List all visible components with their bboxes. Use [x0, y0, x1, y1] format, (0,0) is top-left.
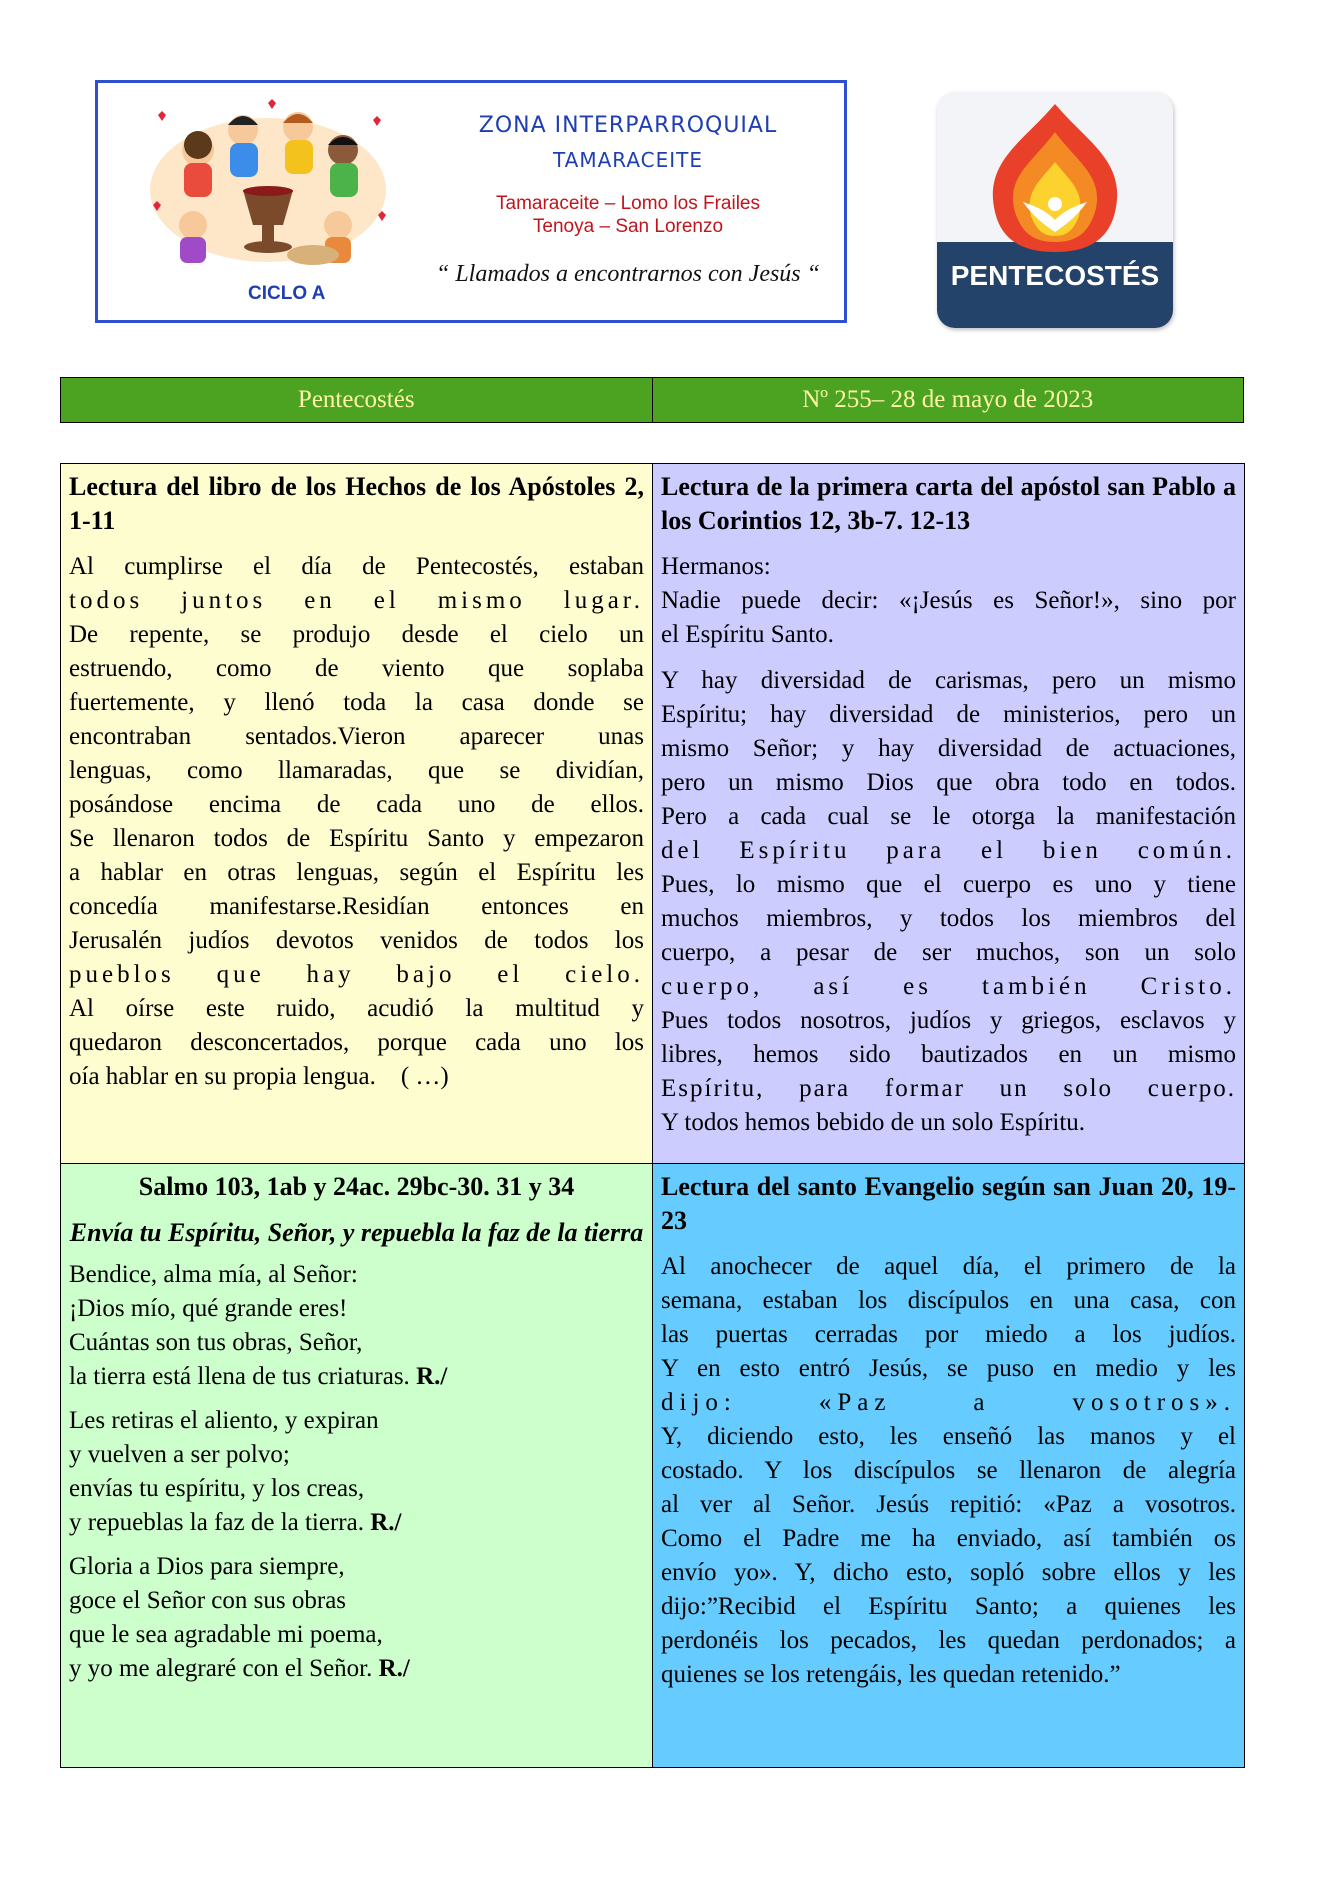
second-reading-title: Lectura de la primera carta del apóstol san Pablo a los Corintios 12, 3b-7. 12-13 — [661, 472, 1236, 535]
text-line: libres, hemos sido bautizados en un mismo — [661, 1041, 1236, 1068]
parishes-line-2: Tenoya – San Lorenzo — [532, 216, 724, 237]
text-line: pero un mismo Dios que obra todo en todos. — [661, 769, 1236, 796]
verse-line — [69, 1360, 644, 1394]
gospel-title: Lectura del santo Evangelio según san Juan 20, 19-23 — [661, 1172, 1236, 1235]
text-line: Se llenaron todos de Espíritu Santo y empezaron — [69, 825, 644, 852]
verse-line: Gloria a Dios para siempre, — [69, 1553, 345, 1580]
parish-header-box — [95, 80, 847, 323]
parishes-line-1: Tamaraceite – Lomo los Frailes — [496, 193, 760, 214]
verse-text: y yo me alegraré con el Señor. — [69, 1655, 373, 1682]
text-line: al ver al Señor. Jesús repitió: «Paz a vosotros. — [661, 1491, 1236, 1518]
verse-line: ¡Dios mío, qué grande eres! — [69, 1295, 348, 1322]
text-line: Y, diciendo esto, les enseñó las manos y el — [661, 1423, 1236, 1450]
issue-banner — [60, 377, 1244, 423]
text-line: semana, estaban los discípulos en una casa, con — [661, 1287, 1236, 1314]
verse-line: Les retiras el aliento, y expiran — [69, 1407, 379, 1434]
text-line: a hablar en otras lenguas, según el Espíritu les — [69, 859, 644, 886]
community-illustration — [138, 95, 398, 275]
tamaraceite-title: TAMARACEITE — [552, 148, 704, 172]
text-line: Y en esto entró Jesús, se puso en medio y les — [661, 1355, 1236, 1382]
verse-line: Cuántas son tus obras, Señor, — [69, 1329, 363, 1356]
verse-line: goce el Señor con sus obras — [69, 1587, 347, 1614]
text-line: posándose encima de cada uno de ellos. — [69, 791, 644, 818]
text-line: quedaron desconcertados, porque cada uno los — [69, 1029, 644, 1056]
text-line: Al oírse este ruido, acudió la multitud y — [69, 995, 644, 1022]
first-reading-text — [69, 550, 644, 1094]
text-line: oía hablar en su propia lengua. ( …) — [69, 1063, 449, 1090]
text-line: Pero a cada cual se le otorga la manifestación — [661, 803, 1236, 830]
readings-grid — [60, 463, 1245, 1768]
text-line: Al anochecer de aquel día, el primero de la — [661, 1253, 1236, 1280]
text-line: pueblos que hay bajo el cielo. — [69, 961, 644, 988]
first-reading — [61, 464, 653, 1164]
text-line: Nadie puede decir: «¡Jesús es Señor!», sino por — [661, 587, 1236, 614]
text-line: Al cumplirse el día de Pentecostés, estaban — [69, 553, 644, 580]
text-line: las puertas cerradas por miedo a los judíos. — [661, 1321, 1236, 1348]
motto: “ Llamados a encontrarnos con Jesús “ — [435, 261, 820, 287]
verse-text: y repueblas la faz de la tierra. — [69, 1509, 364, 1536]
text-line: estruendo, como de viento que soplaba — [69, 655, 644, 682]
text-line: Jerusalén judíos devotos venidos de todos los — [69, 927, 644, 954]
psalm-response: Envía tu Espíritu, Señor, y repuebla la faz de la tierra — [69, 1218, 644, 1247]
pentecost-logo — [937, 92, 1173, 328]
text-line: costado. Y los discípulos se llenaron de alegría — [661, 1457, 1236, 1484]
psalm-title: Salmo 103, 1ab y 24ac. 29bc-30. 31 y 34 — [138, 1172, 575, 1201]
response-mark: R./ — [370, 1509, 402, 1536]
verse-line: Bendice, alma mía, al Señor: — [69, 1261, 358, 1288]
logo-text: PENTECOSTÉS — [950, 260, 1160, 291]
holy-spirit-flame-icon — [937, 92, 1173, 328]
text-line: lenguas, como llamaradas, que se dividían, — [69, 757, 644, 784]
psalm-stanza-1 — [69, 1258, 644, 1394]
text-line: dijo: «Paz a vosotros». — [661, 1389, 1236, 1416]
zona-title: ZONA INTERPARROQUIAL — [478, 113, 778, 138]
text-line: envío yo». Y, dicho esto, sopló sobre ellos y les — [661, 1559, 1236, 1586]
verse-line: que le sea agradable mi poema, — [69, 1621, 383, 1648]
text-line: cuerpo, a pesar de ser muchos, son un solo — [661, 939, 1236, 966]
verse-line — [69, 1506, 644, 1540]
verse-text: la tierra está llena de tus criaturas. — [69, 1363, 410, 1390]
text-line: todos juntos en el mismo lugar. — [69, 587, 644, 614]
ciclo-label: CICLO A — [248, 283, 326, 304]
verse-line: envías tu espíritu, y los creas, — [69, 1475, 365, 1502]
text-line: dijo:”Recibid el Espíritu Santo; a quienes les — [661, 1593, 1236, 1620]
text-line: quienes se los retengáis, les quedan retenido.” — [661, 1661, 1121, 1688]
second-reading — [653, 464, 1244, 1164]
gospel-reading — [653, 1164, 1244, 1767]
text-line: muchos miembros, y todos los miembros del — [661, 905, 1236, 932]
response-mark: R./ — [416, 1363, 448, 1390]
issue-number-date: Nº 255– 28 de mayo de 2023 — [802, 386, 1094, 413]
text-line: concedía manifestarse.Residían entonces en — [69, 893, 644, 920]
text-line: fuertemente, y llenó toda la casa donde se — [69, 689, 644, 716]
text-line: Pues, lo mismo que el cuerpo es uno y tiene — [661, 871, 1236, 898]
text-line: perdonéis los pecados, les quedan perdonados; a — [661, 1627, 1236, 1654]
verse-line — [69, 1652, 644, 1686]
text-line: Y todos hemos bebido de un solo Espíritu. — [661, 1109, 1086, 1136]
text-line: Pues todos nosotros, judíos y griegos, esclavos y — [661, 1007, 1236, 1034]
psalm-stanza-2 — [69, 1404, 644, 1540]
response-mark: R./ — [378, 1655, 410, 1682]
responsorial-psalm — [61, 1164, 653, 1767]
verse-line: y vuelven a ser polvo; — [69, 1441, 290, 1468]
text-line: el Espíritu Santo. — [661, 621, 834, 648]
text-line: cuerpo, así es también Cristo. — [661, 973, 1236, 1000]
greeting: Hermanos: — [661, 553, 771, 580]
psalm-stanza-3 — [69, 1550, 644, 1686]
text-line: Espíritu, para formar un solo cuerpo. — [661, 1075, 1236, 1102]
text-line: Y hay diversidad de carismas, pero un mismo — [661, 667, 1236, 694]
text-line: De repente, se produjo desde el cielo un — [69, 621, 644, 648]
text-line: Como el Padre me ha enviado, así también os — [661, 1525, 1236, 1552]
text-line: mismo Señor; y hay diversidad de actuaciones, — [661, 735, 1236, 762]
text-line: del Espíritu para el bien común. — [661, 837, 1236, 864]
feast-name: Pentecostés — [61, 378, 653, 422]
first-reading-title: Lectura del libro de los Hechos de los Apóstoles 2, 1-11 — [69, 472, 644, 535]
text-line: Espíritu; hay diversidad de ministerios, pero un — [661, 701, 1236, 728]
text-line: encontraban sentados.Vieron aparecer unas — [69, 723, 644, 750]
